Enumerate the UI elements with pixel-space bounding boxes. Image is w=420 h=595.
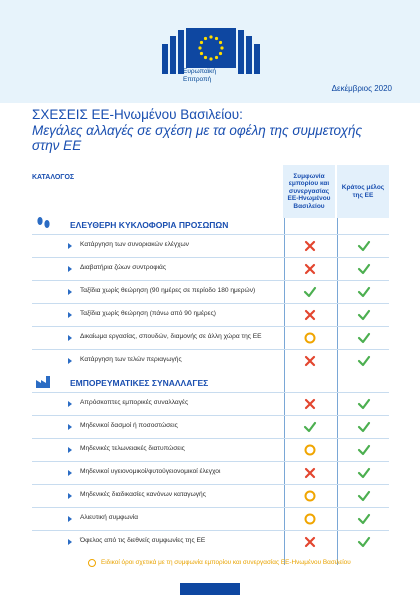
check-icon — [355, 261, 373, 277]
legend-circle-icon — [88, 559, 96, 567]
check-icon — [355, 307, 373, 323]
section-header — [32, 218, 389, 232]
row-label: Κατάργηση των τελών περιαγωγής — [80, 356, 182, 363]
bullet-arrow-icon — [68, 358, 72, 364]
check-icon — [355, 442, 373, 458]
row-label: Ταξίδια χωρίς θεώρηση (πάνω από 90 ημέρες) — [80, 310, 216, 317]
page-title — [32, 107, 402, 154]
table-row — [32, 530, 389, 553]
circle-icon — [301, 442, 319, 458]
eu-star-icon — [209, 57, 212, 60]
org-name-line1: Ευρωπαϊκή — [183, 68, 217, 75]
eu-star-icon — [198, 46, 201, 49]
check-icon — [355, 353, 373, 369]
row-label: Μηδενικές τελωνειακές διατυπώσεις — [80, 445, 185, 452]
check-icon — [355, 419, 373, 435]
row-label: Δικαίωμα εργασίας, σπουδών, διαμονής σε άλλη χώρα της ΕΕ — [80, 333, 262, 340]
table-row — [32, 392, 389, 415]
bullet-arrow-icon — [68, 312, 72, 318]
column-header-agreement: Συμφωνία εμπορίου και συνεργασίας ΕΕ-Ηνωμένου Βασιλείου — [283, 165, 335, 218]
table-row — [32, 415, 389, 438]
eu-star-icon — [215, 56, 218, 59]
eu-commission-logo — [162, 22, 262, 94]
section-title: ΕΜΠΟΡΕΥΜΑΤΙΚΕΣ ΣΥΝΑΛΛΑΓΕΣ — [70, 378, 209, 388]
row-label: Μηδενικοί υγειονομικοί/φυτοϋγειονομικοί έλεγχοι — [80, 468, 221, 475]
eu-star-icon — [219, 41, 222, 44]
org-name-line2: Επιτροπή — [183, 75, 212, 83]
column-header-member-state: Κράτος μέλος της ΕΕ — [337, 165, 389, 218]
eu-star-icon — [215, 37, 218, 40]
cross-icon — [301, 261, 319, 277]
table-row — [32, 438, 389, 461]
table-row — [32, 461, 389, 484]
table-row — [32, 507, 389, 530]
row-label: Όφελος από τις διεθνείς συμφωνίες της ΕΕ — [80, 537, 206, 544]
circle-icon — [301, 330, 319, 346]
bullet-arrow-icon — [68, 493, 72, 499]
eu-star-icon — [219, 52, 222, 55]
row-label: Κατάργηση των συνοριακών ελέγχων — [80, 241, 189, 248]
publication-date: Δεκέμβριος 2020 — [331, 84, 392, 93]
check-icon — [301, 419, 319, 435]
cross-icon — [301, 396, 319, 412]
check-icon — [301, 284, 319, 300]
legend-text: Ειδικοί όροι σχετικά με τη συμφωνία εμπορίου και συνεργασίας ΕΕ-Ηνωμένου Βασιλείου — [101, 559, 351, 566]
bullet-arrow-icon — [68, 516, 72, 522]
section-title: ΕΛΕΥΘΕΡΗ ΚΥΚΛΟΦΟΡΙΑ ΠΡΟΣΩΠΩΝ — [70, 220, 229, 230]
eu-star-icon — [220, 46, 223, 49]
circle-icon — [301, 488, 319, 504]
cross-icon — [301, 238, 319, 254]
eu-star-icon — [204, 37, 207, 40]
table-row — [32, 257, 389, 280]
footer-tab — [180, 583, 240, 595]
check-icon — [355, 396, 373, 412]
check-icon — [355, 330, 373, 346]
check-icon — [355, 534, 373, 550]
footprints-icon — [34, 214, 54, 232]
bullet-arrow-icon — [68, 539, 72, 545]
title-line2: Μεγάλες αλλαγές σε σχέση με τα οφέλη της συμμετοχής — [32, 122, 363, 138]
row-label: Απρόσκοπτες εμπορικές συναλλαγές — [80, 399, 189, 406]
cross-icon — [301, 353, 319, 369]
title-line3: στην ΕΕ — [32, 138, 82, 153]
eu-star-icon — [200, 41, 203, 44]
table-row — [32, 349, 389, 372]
circle-icon — [301, 511, 319, 527]
cross-icon — [301, 307, 319, 323]
bullet-arrow-icon — [68, 243, 72, 249]
row-label: Διαβατήρια ζώων συντροφιάς — [80, 264, 167, 271]
table-row — [32, 303, 389, 326]
table-row — [32, 484, 389, 507]
row-label: Ταξίδια χωρίς θεώρηση (90 ημέρες σε περίοδο 180 ημερών) — [80, 287, 256, 294]
cross-icon — [301, 534, 319, 550]
section-header — [32, 376, 389, 390]
title-line1: ΣΧΕΣΕΙΣ ΕΕ-Ηνωμένου Βασιλείου: — [32, 107, 243, 122]
check-icon — [355, 511, 373, 527]
check-icon — [355, 284, 373, 300]
check-icon — [355, 488, 373, 504]
eu-star-icon — [209, 35, 212, 38]
factory-icon — [34, 372, 54, 390]
check-icon — [355, 465, 373, 481]
bullet-arrow-icon — [68, 401, 72, 407]
bullet-arrow-icon — [68, 266, 72, 272]
org-name — [183, 68, 216, 83]
table-row — [32, 280, 389, 303]
eu-star-icon — [204, 56, 207, 59]
bullet-arrow-icon — [68, 335, 72, 341]
bullet-arrow-icon — [68, 289, 72, 295]
check-icon — [355, 238, 373, 254]
bullet-arrow-icon — [68, 470, 72, 476]
row-label: Αλιευτική συμφωνία — [80, 514, 139, 521]
row-label: Μηδενικοί δασμοί ή ποσοστώσεις — [80, 422, 178, 429]
cross-icon — [301, 465, 319, 481]
table-row — [32, 234, 389, 257]
row-label: Μηδενικές διαδικασίες κανόνων καταγωγής — [80, 491, 206, 498]
eu-star-icon — [200, 52, 203, 55]
bullet-arrow-icon — [68, 424, 72, 430]
catalog-label: ΚΑΤΑΛΟΓΟΣ — [32, 174, 75, 181]
table-row — [32, 326, 389, 349]
bullet-arrow-icon — [68, 447, 72, 453]
